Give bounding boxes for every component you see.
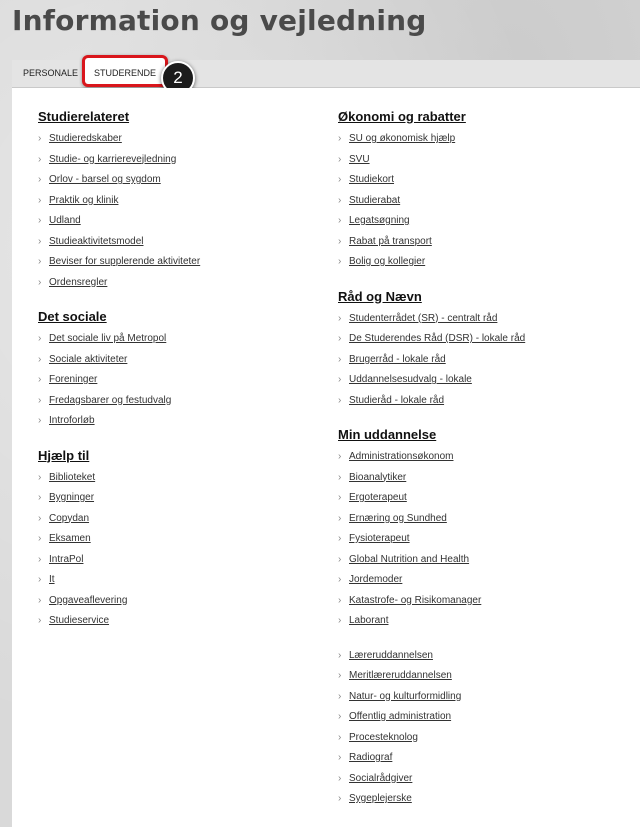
list-item (338, 447, 638, 468)
chevron-right-icon: › (38, 492, 42, 503)
nav-link[interactable]: De Studerendes Råd (DSR) - lokale råd (349, 333, 526, 344)
nav-link[interactable]: Ergoterapeut (349, 492, 407, 503)
nav-link[interactable]: It (49, 574, 55, 585)
nav-link[interactable]: Ernæring og Sundhed (349, 512, 447, 524)
chevron-right-icon: › (338, 133, 342, 144)
nav-link[interactable]: Beviser for supplerende aktiviteter (49, 256, 201, 267)
nav-link[interactable]: Rabat på transport (349, 235, 432, 247)
section-raad-og-naevn (338, 288, 638, 412)
chevron-right-icon: › (338, 793, 342, 804)
list-item (338, 646, 638, 667)
list-item (338, 748, 638, 769)
list-item (338, 488, 638, 509)
link-list (338, 447, 638, 632)
list-item (338, 370, 638, 391)
left-column (38, 108, 318, 632)
list-item (38, 273, 318, 294)
tab-studerende[interactable]: STUDERENDE (82, 55, 168, 87)
list-item (338, 150, 638, 171)
chevron-right-icon: › (38, 215, 42, 226)
nav-link[interactable]: Udland (49, 215, 81, 226)
chevron-right-icon: › (338, 533, 342, 544)
list-item (338, 468, 638, 489)
chevron-right-icon: › (38, 394, 42, 406)
chevron-right-icon: › (338, 374, 342, 385)
chevron-right-icon: › (338, 312, 342, 324)
section-heading[interactable]: Hjælp til (38, 447, 90, 463)
chevron-right-icon: › (338, 690, 342, 702)
chevron-right-icon: › (338, 670, 342, 681)
nav-link[interactable]: Studieredskaber (49, 133, 122, 144)
list-item (338, 707, 638, 728)
chevron-right-icon: › (38, 471, 42, 483)
chevron-right-icon: › (38, 174, 42, 185)
section-heading[interactable]: Det sociale (38, 309, 107, 324)
chevron-right-icon: › (38, 594, 42, 606)
tab-bar (12, 60, 640, 88)
chevron-right-icon: › (38, 276, 42, 288)
nav-link[interactable]: Praktik og klinik (49, 194, 119, 206)
nav-link[interactable]: Global Nutrition and Health (349, 553, 470, 565)
list-item (38, 529, 318, 550)
link-list (38, 129, 318, 293)
nav-link[interactable]: Fredagsbarer og festudvalg (49, 394, 172, 406)
list-item (38, 232, 318, 253)
nav-link[interactable]: Jordemoder (349, 574, 403, 585)
nav-link[interactable]: Uddannelsesudvalg - lokale (349, 374, 472, 385)
chevron-right-icon: › (38, 374, 42, 385)
list-item (38, 329, 318, 350)
section-heading[interactable]: Min uddannelse (338, 427, 437, 442)
section-hjaelp-til (38, 447, 318, 632)
list-item (338, 170, 638, 191)
nav-link[interactable]: Studenterrådet (SR) - centralt råd (349, 312, 498, 324)
nav-link[interactable]: Socialrådgiver (349, 772, 413, 784)
chevron-right-icon: › (38, 615, 42, 626)
page-title: Information og vejledning (12, 4, 427, 37)
chevron-right-icon: › (38, 533, 42, 544)
list-item (338, 550, 638, 571)
chevron-right-icon: › (338, 215, 342, 226)
chevron-right-icon: › (338, 772, 342, 784)
chevron-right-icon: › (338, 174, 342, 185)
nav-link[interactable]: Copydan (49, 512, 90, 524)
list-item (38, 411, 318, 432)
nav-link[interactable]: Legatsøgning (349, 215, 410, 226)
nav-link[interactable]: Det sociale liv på Metropol (49, 333, 167, 344)
chevron-right-icon: › (338, 574, 342, 585)
nav-link[interactable]: Studie- og karrierevejledning (49, 153, 177, 165)
link-list (38, 468, 318, 632)
nav-link[interactable]: Studiekort (349, 174, 395, 185)
nav-link[interactable]: Katastrofe- og Risikomanager (349, 594, 482, 606)
nav-link[interactable]: Bioanalytiker (349, 471, 407, 483)
chevron-right-icon: › (38, 333, 42, 344)
nav-link[interactable]: Biblioteket (49, 471, 96, 483)
chevron-right-icon: › (338, 353, 342, 365)
nav-link[interactable]: Procesteknolog (349, 731, 418, 743)
list-item (38, 391, 318, 412)
chevron-right-icon: › (338, 471, 342, 483)
chevron-right-icon: › (338, 492, 342, 503)
nav-link[interactable]: Orlov - barsel og sygdom (49, 174, 161, 185)
list-item (338, 350, 638, 371)
list-item (38, 191, 318, 212)
list-item (338, 309, 638, 330)
list-item (338, 232, 638, 253)
nav-link[interactable]: Studierabat (349, 194, 401, 206)
nav-link[interactable]: Fysioterapeut (349, 533, 410, 544)
list-item (338, 529, 638, 550)
tab-personale[interactable]: PERSONALE (23, 68, 79, 78)
chevron-right-icon: › (38, 353, 42, 365)
chevron-right-icon: › (338, 333, 342, 344)
chevron-right-icon: › (338, 649, 342, 661)
nav-link[interactable]: Opgaveaflevering (49, 594, 128, 606)
list-item (38, 468, 318, 489)
section-okonomi-og-rabatter (338, 108, 638, 273)
content-panel (12, 88, 640, 827)
list-item (38, 488, 318, 509)
list-item (38, 211, 318, 232)
list-item (38, 570, 318, 591)
section-heading[interactable]: Råd og Nævn (338, 288, 422, 304)
section-det-sociale (38, 308, 318, 432)
nav-link[interactable]: Offentlig administration (349, 711, 452, 722)
list-item (338, 252, 638, 273)
nav-link[interactable]: Læreruddannelsen (349, 649, 433, 661)
nav-link[interactable]: Bygninger (49, 492, 95, 503)
chevron-right-icon: › (338, 512, 342, 524)
nav-link[interactable]: Studieråd - lokale råd (349, 394, 445, 406)
nav-link[interactable]: Brugerråd - lokale råd (349, 353, 446, 365)
chevron-right-icon: › (38, 235, 42, 247)
nav-link[interactable]: Radiograf (349, 752, 393, 763)
section-min-uddannelse (338, 426, 638, 810)
chevron-right-icon: › (338, 394, 342, 406)
list-item (38, 129, 318, 150)
chevron-right-icon: › (338, 752, 342, 763)
nav-link[interactable]: Studieservice (49, 615, 110, 626)
list-item (338, 611, 638, 632)
list-item (338, 329, 638, 350)
nav-link[interactable]: IntraPol (49, 553, 84, 565)
section-heading[interactable]: Økonomi og rabatter (338, 109, 466, 124)
chevron-right-icon: › (338, 256, 342, 267)
nav-link[interactable]: Laborant (349, 615, 389, 626)
list-item (338, 509, 638, 530)
list-item (338, 789, 638, 810)
right-column (338, 108, 638, 810)
section-studierelateret (38, 108, 318, 293)
list-item (38, 150, 318, 171)
nav-link[interactable]: Eksamen (49, 533, 91, 544)
nav-link[interactable]: Natur- og kulturformidling (349, 690, 462, 702)
link-list (338, 646, 638, 810)
list-item (338, 687, 638, 708)
list-item (38, 509, 318, 530)
chevron-right-icon: › (338, 153, 342, 165)
chevron-right-icon: › (338, 194, 342, 206)
chevron-right-icon: › (338, 731, 342, 743)
chevron-right-icon: › (338, 594, 342, 606)
list-item (38, 170, 318, 191)
chevron-right-icon: › (38, 415, 42, 426)
list-item (338, 129, 638, 150)
list-item (338, 211, 638, 232)
chevron-right-icon: › (338, 235, 342, 247)
nav-link[interactable]: Sociale aktiviteter (49, 353, 128, 365)
list-item (338, 570, 638, 591)
list-item (338, 769, 638, 790)
list-item (38, 591, 318, 612)
chevron-right-icon: › (338, 711, 342, 722)
nav-link[interactable]: Introforløb (49, 415, 95, 426)
nav-link[interactable]: Studieaktivitetsmodel (49, 235, 144, 247)
nav-link[interactable]: Bolig og kollegier (349, 256, 426, 267)
nav-link[interactable]: Administrationsøkonom (349, 451, 454, 462)
chevron-right-icon: › (38, 194, 42, 206)
chevron-right-icon: › (338, 553, 342, 565)
step-number-badge: 2 (161, 61, 195, 95)
nav-link[interactable]: Sygeplejerske (349, 793, 412, 804)
chevron-right-icon: › (338, 451, 342, 462)
section-heading[interactable]: Studierelateret (38, 109, 130, 124)
chevron-right-icon: › (38, 153, 42, 165)
list-item (38, 550, 318, 571)
chevron-right-icon: › (38, 512, 42, 524)
chevron-right-icon: › (38, 256, 42, 267)
list-item (338, 191, 638, 212)
nav-link[interactable]: Foreninger (49, 374, 98, 385)
list-item (338, 391, 638, 412)
list-item (338, 591, 638, 612)
nav-link[interactable]: SU og økonomisk hjælp (349, 133, 456, 144)
nav-link[interactable]: SVU (349, 153, 370, 165)
nav-link[interactable]: Ordensregler (49, 276, 108, 288)
link-list (38, 329, 318, 432)
list-item (38, 611, 318, 632)
list-item (338, 666, 638, 687)
list-item (38, 252, 318, 273)
chevron-right-icon: › (38, 574, 42, 585)
chevron-right-icon: › (38, 553, 42, 565)
list-item (38, 350, 318, 371)
link-list (338, 309, 638, 412)
list-item (338, 728, 638, 749)
list-item (38, 370, 318, 391)
chevron-right-icon: › (338, 615, 342, 626)
nav-link[interactable]: Meritlæreruddannelsen (349, 670, 452, 681)
link-list (338, 129, 638, 273)
chevron-right-icon: › (38, 133, 42, 144)
